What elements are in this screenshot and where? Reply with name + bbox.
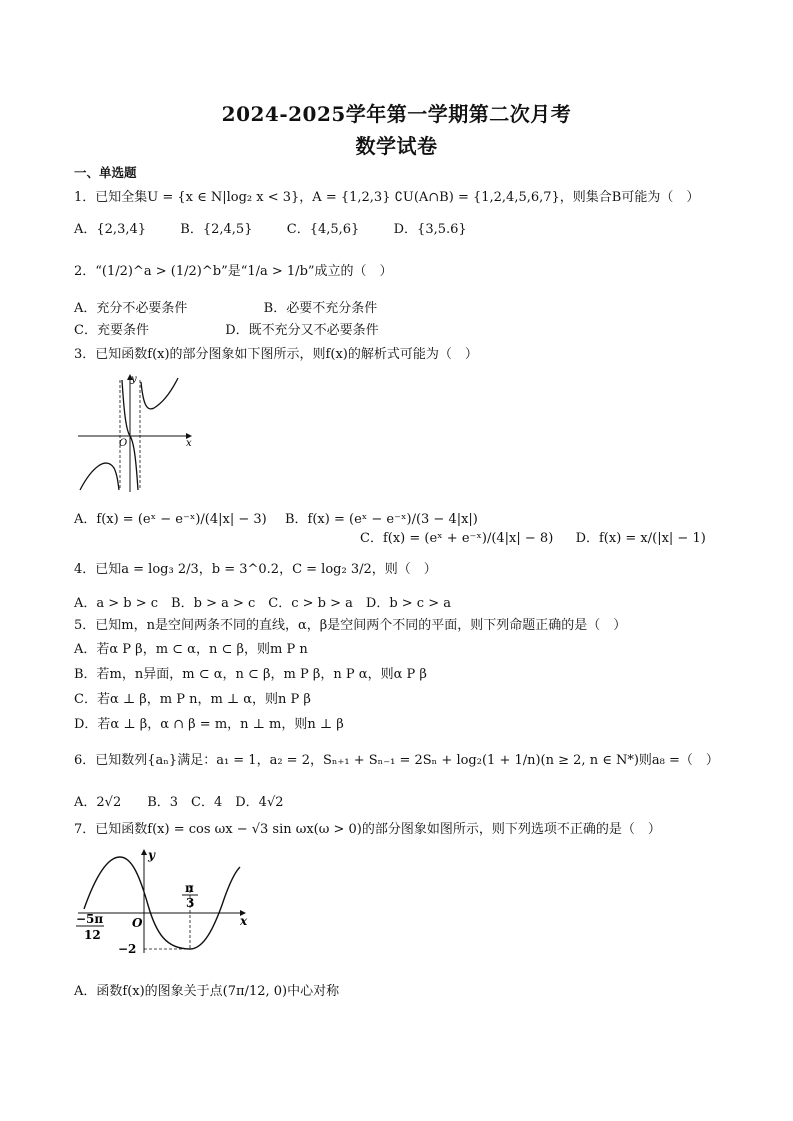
exam-title: 2024-2025学年第一学期第二次月考: [221, 102, 572, 126]
q2-options-row2: [74, 322, 379, 340]
q3-y-label: y: [131, 374, 137, 385]
q1-options: [74, 221, 467, 239]
q3-origin-label: O: [119, 438, 128, 449]
q7-function-graph: [74, 845, 254, 955]
q3-curve-right: [141, 378, 178, 409]
q7-pi3-top: π: [185, 881, 194, 895]
q4-options: A．a > b > c B．b > a > c C．c > b > a D．b > c > a: [74, 596, 451, 611]
q3-option-d: D．f(x) = x/(|x| − 1): [575, 531, 706, 546]
q2-stem: 2．“(1/2)^a > (1/2)^b”是“1/a > 1/b”成立的（ ）: [74, 264, 393, 279]
q3-curve-left: [80, 463, 119, 490]
q3-function-graph: [74, 372, 194, 494]
q3-stem: 3．已知函数f(x)的部分图象如下图所示，则f(x)的解析式可能为（ ）: [74, 347, 478, 362]
q7-pi3-bottom: 3: [186, 896, 195, 910]
q3-options: [74, 511, 478, 529]
q5-option-b: B．若m，n异面，m ⊂ α，n ⊂ β，m P β，n P α，则α P β: [74, 667, 427, 682]
q3-options-row2: [360, 530, 706, 548]
q3-option-c: C．f(x) = (eˣ + e⁻ˣ)/(4|x| − 8): [360, 531, 554, 546]
q7-origin-label: O: [132, 916, 143, 930]
q1-option-d: D．{3,5.6}: [393, 222, 467, 237]
q7-curve: [84, 857, 240, 949]
q7-y-arrow: [141, 849, 147, 855]
q5-option-a: A．若α P β，m ⊂ α，n ⊂ β，则m P n: [74, 642, 308, 657]
q7-left-bottom: 12: [84, 928, 101, 942]
q6-stem: 6．已知数列{aₙ}满足：a₁ = 1，a₂ = 2，Sₙ₊₁ + Sₙ₋₁ = 2Sₙ + log₂(1 + 1/n)(n ≥ 2, n ∈ N*)则a₈ =（ ）: [74, 753, 719, 768]
q3-option-a: A．f(x) = (eˣ − e⁻ˣ)/(4|x| − 3): [74, 512, 267, 527]
q7-x-label: x: [240, 914, 248, 928]
q7-y-label: y: [148, 848, 155, 862]
q3-option-b: B．f(x) = (eˣ − e⁻ˣ)/(3 − 4|x|): [285, 512, 478, 527]
q2-option-c: C．充要条件: [74, 323, 149, 338]
q2-option-d: D．既不充分又不必要条件: [225, 323, 379, 338]
q7-stem: 7．已知函数f(x) = cos ωx − √3 sin ωx(ω > 0)的部分图象如图所示，则下列选项不正确的是（ ）: [74, 822, 661, 837]
q2-options-row1: [74, 300, 377, 318]
q1-option-c: C．{4,5,6}: [286, 222, 360, 237]
q3-x-label: x: [186, 438, 192, 449]
q7-left-top: −5π: [76, 912, 104, 926]
q2-option-b: B．必要不充分条件: [263, 301, 378, 316]
q7-option-a: A．函数f(x)的图象关于点(7π/12, 0)中心对称: [74, 984, 340, 999]
q5-option-c: C．若α ⊥ β，m P n，m ⊥ α，则n P β: [74, 692, 311, 707]
q5-stem: 5．已知m，n是空间两条不同的直线，α，β是空间两个不同的平面，则下列命题正确的是（ ）: [74, 618, 627, 633]
q1-option-b: B．{2,4,5}: [180, 222, 253, 237]
q5-option-d: D．若α ⊥ β，α ∩ β = m，n ⊥ m，则n ⊥ β: [74, 717, 344, 732]
q4-stem: 4．已知a = log₃ 2/3，b = 3^0.2，C = log₂ 3/2，则（ ）: [74, 562, 437, 577]
exam-subtitle: 数学试卷: [355, 134, 438, 158]
q1-option-a: A．{2,3,4}: [74, 222, 147, 237]
q2-option-a: A．充分不必要条件: [74, 301, 188, 316]
q7-min-label: −2: [118, 942, 137, 955]
q1-stem: 1．已知全集U = {x ∈ N|log₂ x < 3}，A = {1,2,3} ∁U(A∩B) = {1,2,4,5,6,7}，则集合B可能为（ ）: [74, 190, 700, 205]
section-heading: 一、单选题: [74, 165, 137, 180]
q6-options: A．2√2 B．3 C．4 D．4√2: [74, 795, 284, 810]
